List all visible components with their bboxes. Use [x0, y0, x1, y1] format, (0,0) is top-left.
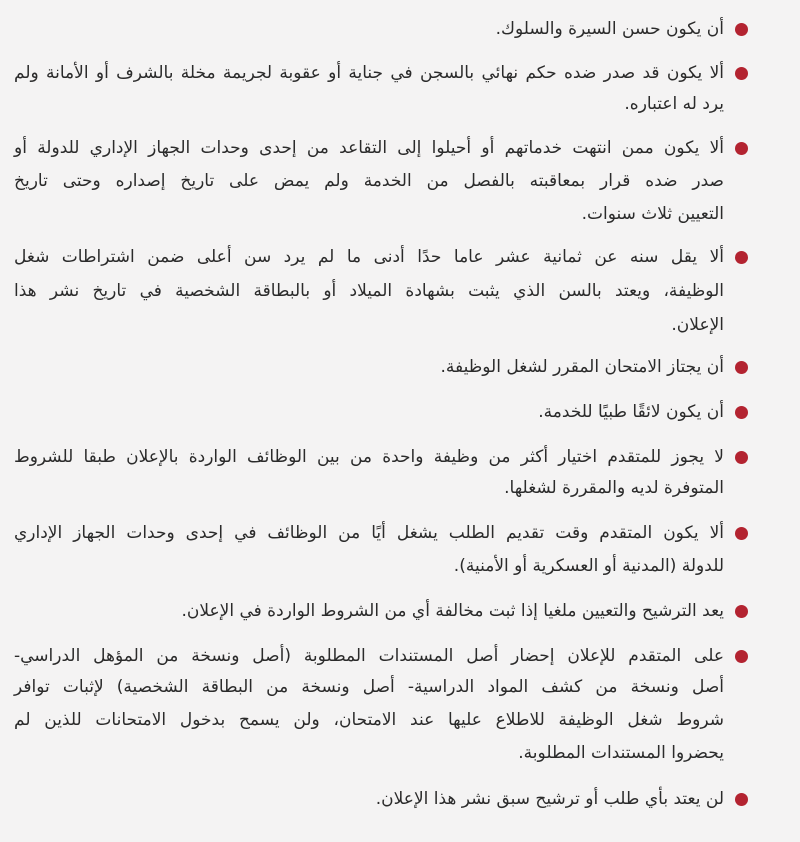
- bullet-icon: [735, 142, 748, 155]
- bullet-icon: [735, 67, 748, 80]
- condition-line: ألا يكون ممن انتهت خدماتهم أو أحيلوا إلى التقاعد من إحدى وحدات الجهاز الإداري للدولة أو: [14, 138, 724, 158]
- condition-line: يعد الترشيح والتعيين ملغيا إذا ثبت مخالفة أي من الشروط الواردة في الإعلان.: [181, 601, 724, 621]
- condition-line: المتوفرة لديه والمقررة لشغلها.: [504, 478, 724, 498]
- condition-line: لا يجوز للمتقدم اختيار أكثر من وظيفة واحدة من بين الوظائف الواردة بالإعلان طبقا للشروط: [14, 447, 724, 467]
- condition-line: الإعلان.: [671, 315, 724, 335]
- condition-line: على المتقدم للإعلان إحضار أصل المستندات المطلوبة (أصل ونسخة من المؤهل الدراسي-: [14, 646, 724, 666]
- condition-line: ألا يقل سنه عن ثمانية عشر عاما حدًا أدنى ما لم يرد سن أعلى ضمن اشتراطات شغل: [14, 247, 724, 267]
- condition-line: أصل ونسخة من كشف المواد الدراسية- أصل ونسخة من البطاقة الشخصية) لإثبات توافر: [14, 677, 724, 697]
- condition-line: شروط شغل الوظيفة للاطلاع عليها عند الامتحان، ولن يسمح بدخول الامتحانات للذين لم: [14, 710, 724, 730]
- bullet-icon: [735, 451, 748, 464]
- condition-line: أن يكون لائقًا طبيًا للخدمة.: [538, 402, 724, 422]
- condition-line: أن يجتاز الامتحان المقرر لشغل الوظيفة.: [440, 357, 724, 377]
- bullet-icon: [735, 605, 748, 618]
- bullet-icon: [735, 251, 748, 264]
- bullet-icon: [735, 793, 748, 806]
- condition-line: أن يكون حسن السيرة والسلوك.: [495, 19, 724, 39]
- bullet-icon: [735, 23, 748, 36]
- bullet-icon: [735, 361, 748, 374]
- condition-line: صدر ضده قرار بمعاقبته بالفصل من الخدمة ولم يمض على تاريخ إصداره وحتى تاريخ: [14, 171, 724, 191]
- condition-line: التعيين ثلاث سنوات.: [581, 204, 724, 224]
- condition-line: لن يعتد بأي طلب أو ترشيح سبق نشر هذا الإعلان.: [375, 789, 724, 809]
- condition-line: يحضروا المستندات المطلوبة.: [518, 743, 724, 763]
- condition-line: للدولة (المدنية أو العسكرية أو الأمنية).: [453, 556, 724, 576]
- condition-line: ألا يكون قد صدر ضده حكم نهائي بالسجن في جناية أو عقوبة لجريمة مخلة بالشرف أو الأمانة ولم: [14, 63, 724, 83]
- bullet-icon: [735, 406, 748, 419]
- bullet-icon: [735, 650, 748, 663]
- bullet-icon: [735, 527, 748, 540]
- condition-line: يرد له اعتباره.: [624, 94, 724, 114]
- condition-line: ألا يكون المتقدم وقت تقديم الطلب يشغل أيًا من الوظائف في إحدى وحدات الجهاز الإداري: [14, 523, 724, 543]
- condition-line: الوظيفة، ويعتد بالسن الذي يثبت بشهادة الميلاد أو بالبطاقة الشخصية في تاريخ نشر هذا: [14, 281, 724, 301]
